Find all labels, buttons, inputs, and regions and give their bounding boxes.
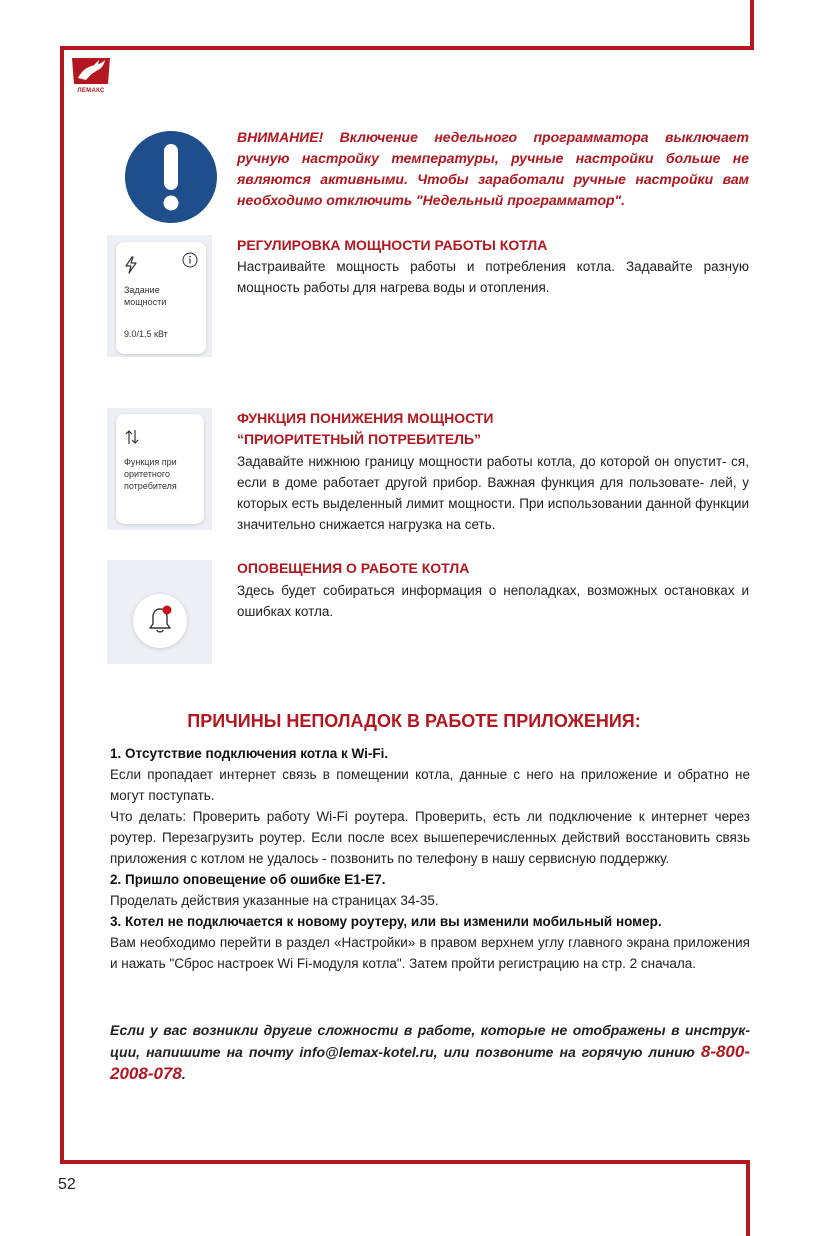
power-section-title: РЕГУЛИРОВКА МОЩНОСТИ РАБОТЫ КОТЛА [237,237,548,253]
hotline-phone[interactable]: 8-800-2008-078 [110,1042,750,1083]
warning-text: ВНИМАНИЕ! Включение недельного программатора выключает ручную настройку температуры, ручные настройки больше не являются активными. Чтобы заработали ручные настройки вам необходимо отключить "Недельный программатор". [237,129,749,208]
warning-exclamation-icon [124,130,218,224]
causes-title: ПРИЧИНЫ НЕПОЛАДОК В РАБОТЕ ПРИЛОЖЕНИЯ: [187,711,641,731]
cause-3-title: 3. Котел не подключается к новому роутеру, или вы изменили мобильный номер. [110,914,662,929]
priority-section-text: Задавайте нижнюю границу мощности работы котла, до которой он опустит- ся, если в доме работает другой прибор. Важная функция для пользовате- лей, у которых есть выделенный лимит мощности. При использовании данной функции значительно снижается нагрузка на сеть. [237,454,749,532]
page-frame-right [746,1160,750,1236]
cause-1-title: 1. Отсутствие подключения котла к Wi-Fi. [110,746,389,761]
cause-1-text-2: Что делать: Проверить работу Wi-Fi роутера. Проверить, есть ли подключение к интернет через роутер. Перезагрузить роутер. Если после всех вышеперечисленных действий восстановить связь приложения с котлом не удалось - позвонить по телефону в нашу сервисную поддержку. [110,809,750,866]
contact-text: Если у вас возникли другие сложности в работе, которые не отображены в инструк- ции, напишите на почту info@lemax-kotel.ru, или позвоните на горячую линию [110,1022,750,1060]
brand-logo [68,56,114,94]
contact-end: . [181,1066,186,1082]
cause-1-text-1: Если пропадает интернет связь в помещении котла, данные с него на приложение и обратно не могут поступать. [110,767,750,803]
priority-card-label: Функция при оритетного потребителя [124,457,177,491]
priority-section-title-1: ФУНКЦИЯ ПОНИЖЕНИЯ МОЩНОСТИ [237,410,494,426]
page-number: 52 [58,1176,76,1193]
cause-2-text: Проделать действия указанные на страницах 34-35. [110,893,439,908]
lightning-icon [124,256,138,274]
priority-consumer-card [116,414,204,524]
cause-3-text: Вам необходимо перейти в раздел «Настройки» в правом верхнем углу главного экрана приложения и нажать "Сброс настроек Wi Fi-модуля котла". Затем пройти регистрацию на стр. 2 сначала. [110,935,750,971]
power-section-text: Настраивайте мощность работы и потребления котла. Задавайте разную мощность работы для нагрева воды и отопления. [237,259,749,295]
page-frame-bottom [60,1160,750,1164]
priority-section-title-2: “ПРИОРИТЕТНЫЙ ПОТРЕБИТЕЛЬ” [237,431,482,447]
power-setting-card [116,242,206,354]
alerts-section-title: ОПОВЕЩЕНИЯ О РАБОТЕ КОТЛА [237,560,470,576]
power-card-value: 9.0/1.5 кВт [124,329,168,339]
up-down-arrows-icon [124,428,140,446]
page-frame-top [60,0,754,50]
horse-logo-icon [68,56,114,86]
logo-text: ЛЕМАКС [77,88,105,94]
bell-icon [147,605,173,635]
cause-2-title: 2. Пришло оповещение об ошибке Е1-Е7. [110,872,386,887]
alerts-section-text: Здесь будет собираться информация о неполадках, возможных остановках и ошибках котла. [237,583,749,619]
alert-bell-button [133,594,187,648]
info-icon [182,252,198,268]
contact-paragraph [110,1020,750,1085]
page-frame-left [60,46,64,1164]
power-card-label: Задание мощности [124,285,167,307]
